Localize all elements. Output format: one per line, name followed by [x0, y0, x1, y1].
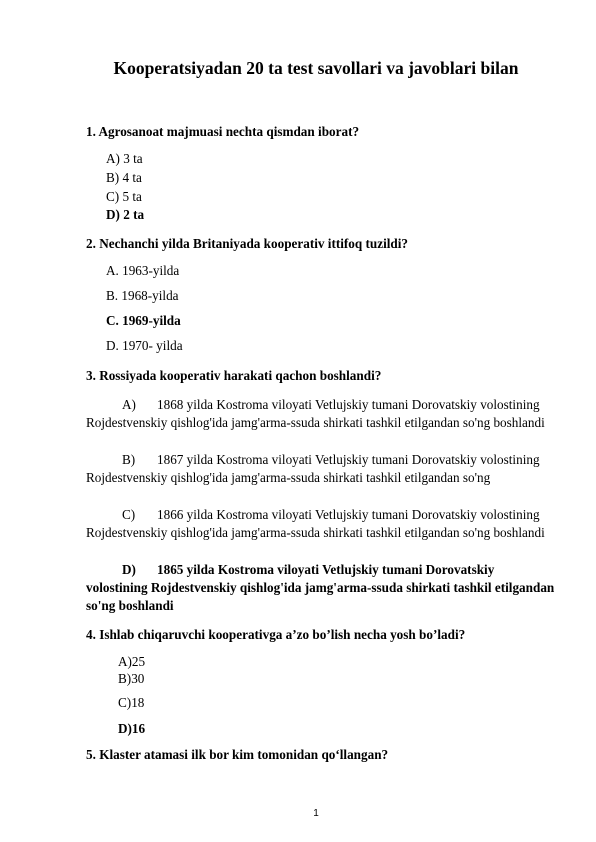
q3-option-c-text: 1866 yilda Kostroma viloyati Vetlujskiy tumani Dorovatskiy volostining Rojdestvenskiy qishlog'ida jamg'arma-ssuda shirkati tashkil etilgandan so'ng boshlandi: [86, 507, 545, 540]
page-number: 1: [313, 808, 319, 819]
q2-option-d: D. 1970- yilda: [106, 338, 183, 353]
q3-option-d-correct: [86, 561, 556, 615]
q2-option-c-correct: C. 1969-yilda: [106, 313, 181, 328]
question-4: 4. Ishlab chiqaruvchi kooperativga a’zo bo’lish necha yosh bo’ladi?: [86, 627, 466, 642]
q4-option-a: A)25: [118, 654, 146, 669]
q3-option-d-text: 1865 yilda Kostroma viloyati Vetlujskiy tumani Dorovatskiy volostining Rojdestvenskiy qishlog'ida jamg'arma-ssuda shirkati tashkil etilgandan so'ng boshlandi: [86, 562, 555, 613]
q3-option-b-text: 1867 yilda Kostroma viloyati Vetlujskiy tumani Dorovatskiy volostining Rojdestvenskiy qishlog'ida jamg'arma-ssuda shirkati tashkil etilgandan so'ng: [86, 452, 540, 485]
q3-option-a-text: 1868 yilda Kostroma viloyati Vetlujskiy tumani Dorovatskiy volostining Rojdestvenskiy qishlog'ida jamg'arma-ssuda shirkati tashkil etilgandan so'ng boshlandi: [86, 397, 545, 430]
q4-option-b: B)30: [118, 671, 145, 686]
q3-option-a: [86, 396, 556, 432]
q4-option-c: C)18: [118, 695, 145, 710]
q3-option-c-label: C): [122, 507, 136, 522]
question-5: 5. Klaster atamasi ilk bor kim tomonidan qo‘llangan?: [86, 747, 389, 762]
q3-option-c: [86, 506, 556, 542]
q1-option-d-correct: D) 2 ta: [106, 207, 145, 222]
q1-option-b: B) 4 ta: [106, 170, 142, 185]
q2-option-b: B. 1968-yilda: [106, 288, 179, 303]
q2-option-a: A. 1963-yilda: [106, 263, 180, 278]
q1-option-c: C) 5 ta: [106, 189, 142, 204]
question-1: 1. Agrosanoat majmuasi nechta qismdan iborat?: [86, 124, 360, 139]
q3-option-d-label: D): [122, 562, 136, 577]
q3-option-b-label: B): [122, 452, 136, 467]
q1-option-a: A) 3 ta: [106, 151, 143, 166]
q3-option-b: [86, 451, 556, 487]
q3-option-a-label: A): [122, 397, 136, 412]
q4-option-d-correct: D)16: [118, 721, 146, 736]
question-3: 3. Rossiyada kooperativ harakati qachon boshlandi?: [86, 368, 382, 383]
question-2: 2. Nechanchi yilda Britaniyada kooperativ ittifoq tuzildi?: [86, 236, 409, 251]
page-title: Kooperatsiyadan 20 ta test savollari va javoblari bilan: [113, 58, 519, 78]
